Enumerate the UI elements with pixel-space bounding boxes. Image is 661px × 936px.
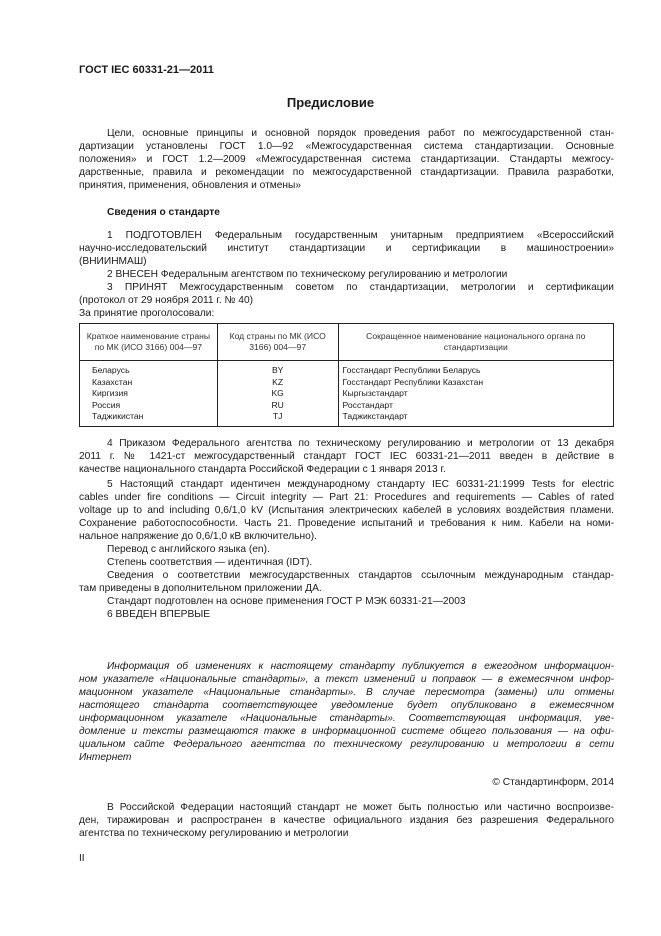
cell-country: Казахстан: [80, 377, 218, 389]
intro-paragraph: [79, 127, 614, 192]
cell-code: RU: [217, 400, 338, 412]
column-header-country: Краткое наименование страны по МК (ИСО 3166) 004—97: [80, 324, 218, 361]
notice-line: Интернет: [79, 752, 132, 763]
cell-authority: Госстандарт Республики Беларусь: [338, 361, 613, 377]
intro-line: Цели, основные принципы и основной порядок проведения работ по межгосударственной стан-: [107, 128, 614, 139]
item-5-line: Сохранение работоспособности. Часть 21. Проведение испытаний и требования к ним. Кабели на номи-: [79, 518, 614, 529]
notice-line: информационном указателе «Национальные стандарты». Соответствующая информация, уве-: [79, 713, 614, 724]
copyright: © Стандартинформ, 2014: [492, 777, 614, 788]
item-5-line: 5 Настоящий стандарт идентичен международному стандарту IEC 60331-21:1999 Tests for electric: [107, 479, 614, 490]
notice-line: Информация об изменениях к настоящему стандарту публикуется в ежегодном информацион-: [107, 661, 614, 672]
reproduction-restriction: [79, 801, 614, 840]
notice-line: ном указателе «Национальные стандарты», а текст изменений и поправок — в ежемесячном инфор-: [79, 674, 614, 685]
item-4-line: 4 Приказом Федерального агентства по техническому регулированию и метрологии от 13 декабря: [107, 438, 614, 449]
references-note: [79, 569, 614, 595]
table-row: [80, 411, 614, 426]
table-row: [80, 388, 614, 400]
cell-code: BY: [217, 361, 338, 377]
item-6: 6 ВВЕДЕН ВПЕРВЫЕ: [107, 609, 211, 620]
prepared-note: Стандарт подготовлен на основе применения ГОСТ Р МЭК 60331-21—2003: [107, 596, 466, 607]
item-3-line: 3 ПРИНЯТ Межгосударственным советом по стандартизации, метрологии и сертификации: [107, 282, 614, 293]
document-id: ГОСТ IEC 60331-21—2011: [79, 64, 214, 76]
item-1-line: (ВНИИНМАШ): [79, 256, 147, 267]
notice-line: мационном указателе «Национальные стандарты». В случае пересмотра (замены) или отмены: [79, 687, 614, 698]
item-5-line: нальное напряжение до 0,6/1,0 кВ включительно).: [79, 531, 317, 542]
notice-line: циальном сайте Федерального агентства по техническому регулированию и метрологии в сети: [79, 739, 614, 750]
item-5-line: cables under fire conditions — Circuit integrity — Part 21: Procedures and requirements — Cables of rated: [79, 492, 614, 503]
item-5-line: voltage up to and including 0,6/1,0 kV (Испытания электрических кабелей в условиях воздействия пламени.: [79, 505, 614, 516]
item-1: [79, 229, 614, 268]
cell-code: TJ: [217, 411, 338, 426]
notice-line: настоящего стандарта соответствующее уведомление будет опубликовано в ежемесячном: [79, 700, 614, 711]
page-title: Предисловие: [286, 95, 375, 110]
item-1-line: 1 ПОДГОТОВЛЕН Федеральным государственным унитарным предприятием «Всероссийский: [107, 230, 614, 241]
intro-line: дарственные, правила и рекомендации по межгосударственной стандартизации. Правила разработки,: [79, 167, 614, 178]
section-heading: Сведения о стандарте: [107, 207, 220, 218]
item-3-line: (протокол от 29 ноября 2011 г. № 40): [79, 295, 254, 306]
page-number: II: [79, 853, 85, 864]
cell-code: KG: [217, 388, 338, 400]
item-2: 2 ВНЕСЕН Федеральным агентством по техническому регулированию и метрологии: [107, 269, 508, 280]
item-4: [79, 437, 614, 476]
table-header-row: [80, 324, 614, 361]
translation-note: Перевод с английского языка (en).: [107, 544, 270, 555]
cell-country: Беларусь: [80, 361, 218, 377]
table-row: [80, 400, 614, 412]
restriction-line: В Российской Федерации настоящий стандарт не может быть полностью или частично воспроизве-: [107, 802, 614, 813]
cell-code: KZ: [217, 377, 338, 389]
voting-table: [79, 323, 614, 427]
item-4-line: 2011 г. № 1421-ст межгосударственный стандарт ГОСТ IEC 60331-21—2011 введен в действие в: [79, 451, 614, 462]
column-header-authority: Сокращенное наименование национального органа по стандартизации: [338, 324, 613, 361]
table-row: [80, 377, 614, 389]
references-line: там приведены в дополнительном приложении ДА.: [79, 583, 322, 594]
intro-line: дартизации установлены ГОСТ 1.0—92 «Межгосударственная система стандартизации. Основные: [79, 141, 614, 152]
intro-line: положения» и ГОСТ 1.2—2009 «Межгосударственная система стандартизации. Стандарты межгосу-: [79, 154, 614, 165]
cell-country: Киргизия: [80, 388, 218, 400]
item-3: [79, 281, 614, 307]
table-row: [80, 361, 614, 377]
conformity-note: Степень соответствия — идентичная (IDT).: [107, 557, 313, 568]
item-4-line: качестве национального стандарта Российской Федерации с 1 января 2013 г.: [79, 464, 446, 475]
intro-line: принятия, применения, обновления и отмены»: [79, 180, 302, 191]
voted-label: За принятие проголосовали:: [79, 308, 215, 319]
item-1-line: научно-исследовательский институт стандартизации и сертификации в машиностроении»: [79, 243, 614, 254]
amendments-notice: [79, 660, 614, 764]
cell-authority: Кыргызстандарт: [338, 388, 613, 400]
notice-line: домление и тексты размещаются также в информационной системе общего пользования — на офи-: [79, 726, 614, 737]
cell-country: Россия: [80, 400, 218, 412]
references-line: Сведения о соответствии межгосударственных стандартов ссылочным международным стандар-: [107, 570, 614, 581]
restriction-line: ден, тиражирован и распространен в качестве официального издания без разрешения Федерального: [79, 815, 614, 826]
item-5: [79, 478, 614, 543]
cell-authority: Госстандарт Республики Казахстан: [338, 377, 613, 389]
cell-authority: Росстандарт: [338, 400, 613, 412]
column-header-code: Код страны по МК (ИСО 3166) 004—97: [217, 324, 338, 361]
cell-authority: Таджикстандарт: [338, 411, 613, 426]
cell-country: Таджикистан: [80, 411, 218, 426]
restriction-line: агентства по техническому регулированию и метрологии: [79, 828, 349, 839]
